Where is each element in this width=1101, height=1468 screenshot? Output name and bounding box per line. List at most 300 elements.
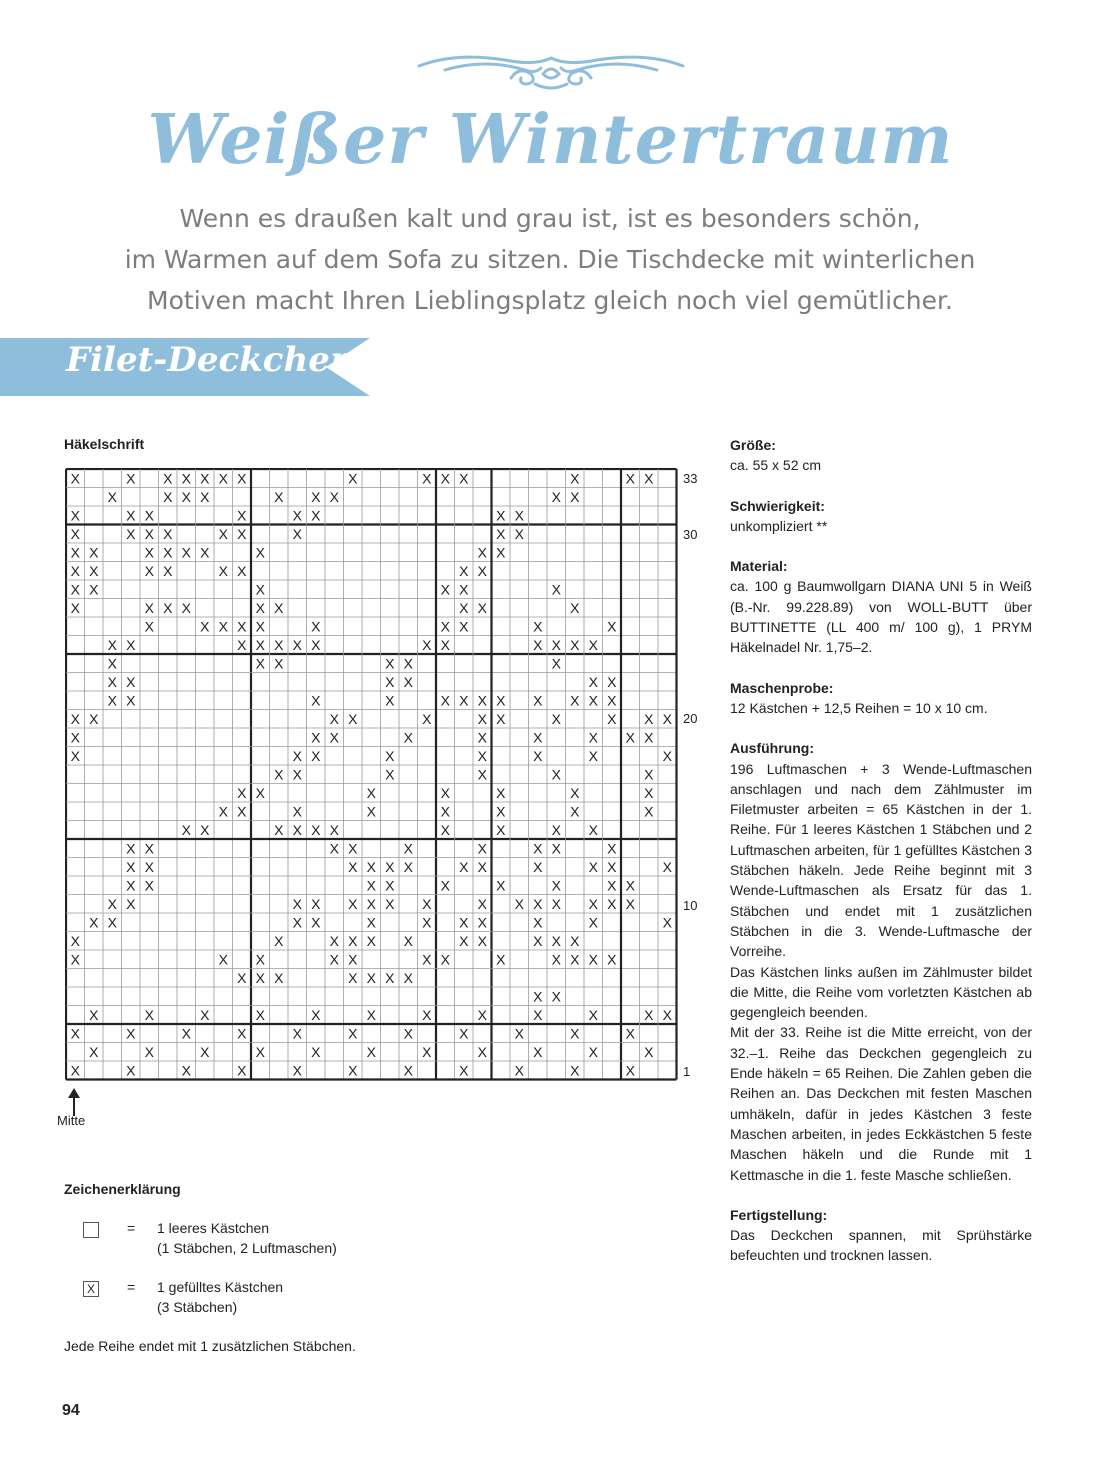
filled-cell-mark: X: [607, 895, 617, 912]
filled-cell-mark: X: [144, 618, 154, 635]
filled-cell-mark: X: [570, 951, 580, 968]
filled-cell-mark: X: [218, 618, 228, 635]
filled-cell-mark: X: [348, 969, 358, 986]
filled-cell-mark: X: [181, 488, 191, 505]
size-label: Größe:: [730, 437, 776, 453]
page-number: 94: [62, 1402, 80, 1419]
filled-cell-mark: X: [422, 470, 432, 487]
filled-cell-mark: X: [366, 932, 376, 949]
filled-cell-mark: X: [459, 1025, 469, 1042]
filled-cell-mark: X: [366, 858, 376, 875]
instructions-paragraph: Das Kästchen links außen im Zählmuster bildet die Mitte, die Reihe vom vorletzten Kästchen ab gegengleich beenden.: [730, 963, 1032, 1021]
filled-cell-mark: X: [181, 544, 191, 561]
filled-cell-mark: X: [662, 710, 672, 727]
filled-cell-mark: X: [422, 636, 432, 653]
filled-cell-mark: X: [385, 858, 395, 875]
difficulty-label: Schwierigkeit:: [730, 497, 825, 514]
filled-cell-mark: X: [477, 729, 487, 746]
filled-cell-mark: X: [625, 470, 635, 487]
legend-empty-box: [83, 1222, 99, 1238]
filled-cell-mark: X: [348, 951, 358, 968]
filled-cell-mark: X: [292, 1025, 302, 1042]
filled-cell-mark: X: [181, 470, 191, 487]
filled-cell-mark: X: [570, 1062, 580, 1079]
filled-cell-mark: X: [403, 858, 413, 875]
filled-cell-mark: X: [607, 710, 617, 727]
info-column: [730, 435, 1032, 1266]
filled-cell-mark: X: [551, 951, 561, 968]
filled-cell-mark: X: [570, 1025, 580, 1042]
filled-cell-mark: X: [588, 821, 598, 838]
filled-cell-mark: X: [403, 655, 413, 672]
row-number-30: 30: [683, 527, 698, 542]
intro-line: Motiven macht Ihren Lieblingsplatz gleich noch viel gemütlicher.: [147, 286, 953, 315]
filled-cell-mark: X: [570, 784, 580, 801]
filled-cell-mark: X: [440, 821, 450, 838]
filled-cell-mark: X: [144, 507, 154, 524]
legend-filled-box: X: [83, 1281, 99, 1297]
finishing-label: Fertigstellung:: [730, 1206, 828, 1223]
filled-cell-mark: X: [255, 951, 265, 968]
filled-cell-mark: X: [588, 951, 598, 968]
filled-cell-mark: X: [348, 895, 358, 912]
filled-cell-mark: X: [89, 562, 99, 579]
filled-cell-mark: X: [292, 914, 302, 931]
filled-cell-mark: X: [366, 803, 376, 820]
filled-cell-mark: X: [70, 507, 80, 524]
filled-cell-mark: X: [70, 710, 80, 727]
filled-cell-mark: X: [255, 544, 265, 561]
filled-cell-mark: X: [422, 914, 432, 931]
filled-cell-mark: X: [477, 544, 487, 561]
filled-cell-mark: X: [496, 821, 506, 838]
filled-cell-mark: X: [477, 914, 487, 931]
filled-cell-mark: X: [311, 636, 321, 653]
filled-cell-mark: X: [477, 747, 487, 764]
filled-cell-mark: X: [274, 766, 284, 783]
filled-cell-mark: X: [126, 1025, 136, 1042]
filled-cell-mark: X: [348, 470, 358, 487]
filled-cell-mark: X: [218, 562, 228, 579]
gauge-text: 12 Kästchen + 12,5 Reihen = 10 x 10 cm.: [730, 699, 988, 716]
filled-cell-mark: X: [459, 858, 469, 875]
legend-footnote: Jede Reihe endet mit 1 zusätzlichen Stäbchen.: [64, 1338, 356, 1354]
filled-cell-mark: X: [440, 581, 450, 598]
chart-heading: Häkelschrift: [64, 436, 145, 452]
filled-cell-mark: X: [440, 636, 450, 653]
filled-cell-mark: X: [329, 729, 339, 746]
filled-cell-mark: X: [422, 951, 432, 968]
filled-cell-mark: X: [311, 507, 321, 524]
filled-cell-mark: X: [625, 877, 635, 894]
filled-cell-mark: X: [570, 803, 580, 820]
filled-cell-mark: X: [255, 655, 265, 672]
filled-cell-mark: X: [292, 525, 302, 542]
filled-cell-mark: X: [348, 1025, 358, 1042]
filled-cell-mark: X: [403, 1025, 413, 1042]
filled-cell-mark: X: [107, 914, 117, 931]
filled-cell-mark: X: [292, 766, 302, 783]
legend-line: (3 Stäbchen): [157, 1299, 238, 1315]
filled-cell-mark: X: [126, 507, 136, 524]
filled-cell-mark: X: [440, 692, 450, 709]
filled-cell-mark: X: [311, 618, 321, 635]
filled-cell-mark: X: [348, 840, 358, 857]
filled-cell-mark: X: [126, 840, 136, 857]
filled-cell-mark: X: [163, 525, 173, 542]
filled-cell-mark: X: [403, 1062, 413, 1079]
filled-cell-mark: X: [607, 618, 617, 635]
filled-cell-mark: X: [496, 544, 506, 561]
filled-cell-mark: X: [403, 969, 413, 986]
filled-cell-mark: X: [255, 1006, 265, 1023]
filled-cell-mark: X: [126, 470, 136, 487]
gauge-label: Maschenprobe:: [730, 679, 834, 696]
filled-cell-mark: X: [274, 932, 284, 949]
filled-cell-mark: X: [625, 1062, 635, 1079]
filled-cell-mark: X: [126, 858, 136, 875]
filled-cell-mark: X: [70, 562, 80, 579]
filled-cell-mark: X: [385, 673, 395, 690]
filled-cell-mark: X: [329, 821, 339, 838]
filled-cell-mark: X: [644, 729, 654, 746]
filled-cell-mark: X: [570, 636, 580, 653]
filled-cell-mark: X: [70, 599, 80, 616]
filled-cell-mark: X: [533, 895, 543, 912]
filled-cell-mark: X: [607, 858, 617, 875]
legend-heading: Zeichenerklärung: [64, 1181, 181, 1197]
legend-line: 1 gefülltes Kästchen: [157, 1279, 284, 1295]
filled-cell-mark: X: [366, 1043, 376, 1060]
filled-cell-mark: X: [551, 840, 561, 857]
filled-cell-mark: X: [533, 1043, 543, 1060]
filled-cell-mark: X: [588, 1006, 598, 1023]
filled-cell-mark: X: [422, 895, 432, 912]
filled-cell-mark: X: [588, 1043, 598, 1060]
filled-cell-mark: X: [70, 932, 80, 949]
filled-cell-mark: X: [200, 1006, 210, 1023]
filled-cell-mark: X: [311, 747, 321, 764]
filled-cell-mark: X: [366, 877, 376, 894]
filled-cell-mark: X: [70, 1062, 80, 1079]
filled-cell-mark: X: [237, 618, 247, 635]
filled-cell-mark: X: [200, 488, 210, 505]
filled-cell-mark: X: [274, 655, 284, 672]
filled-cell-mark: X: [588, 914, 598, 931]
filled-cell-mark: X: [459, 599, 469, 616]
filled-cell-mark: X: [218, 525, 228, 542]
filled-cell-mark: X: [644, 470, 654, 487]
filled-cell-mark: X: [385, 895, 395, 912]
filled-cell-mark: X: [181, 1062, 191, 1079]
filled-cell-mark: X: [70, 544, 80, 561]
filled-cell-mark: X: [496, 525, 506, 542]
filled-cell-mark: X: [144, 1043, 154, 1060]
filled-cell-mark: X: [329, 951, 339, 968]
filled-cell-mark: X: [533, 932, 543, 949]
filled-cell-mark: X: [477, 1006, 487, 1023]
filled-cell-mark: X: [570, 470, 580, 487]
filled-cell-mark: X: [237, 562, 247, 579]
filled-cell-mark: X: [255, 618, 265, 635]
filled-cell-mark: X: [570, 599, 580, 616]
filled-cell-mark: X: [459, 1062, 469, 1079]
filled-cell-mark: X: [89, 710, 99, 727]
filled-cell-mark: X: [348, 932, 358, 949]
filled-cell-mark: X: [144, 544, 154, 561]
filled-cell-mark: X: [274, 488, 284, 505]
filled-cell-mark: X: [477, 858, 487, 875]
filled-cell-mark: X: [551, 655, 561, 672]
filled-cell-mark: X: [477, 692, 487, 709]
material-text: ca. 100 g Baumwollgarn DIANA UNI 5 in Weiß (B.-Nr. 99.228.89) von WOLL-BUTT über BUTTINETTE (LL 400 m/ 100 g), 1 PRYM Häkelnadel Nr. 1,75–2.: [730, 578, 1032, 656]
filled-cell-mark: X: [237, 803, 247, 820]
ornament-flourish: [415, 44, 687, 94]
filled-cell-mark: X: [237, 1062, 247, 1079]
filled-cell-mark: X: [440, 803, 450, 820]
filled-cell-mark: X: [144, 877, 154, 894]
filled-cell-mark: X: [385, 766, 395, 783]
filled-cell-mark: X: [385, 969, 395, 986]
filled-cell-mark: X: [477, 562, 487, 579]
filled-cell-mark: X: [237, 507, 247, 524]
filled-cell-mark: X: [662, 858, 672, 875]
filled-cell-mark: X: [570, 488, 580, 505]
filled-cell-mark: X: [403, 729, 413, 746]
filled-cell-mark: X: [126, 877, 136, 894]
filled-cell-mark: X: [385, 747, 395, 764]
filled-cell-mark: X: [89, 581, 99, 598]
filled-cell-mark: X: [200, 821, 210, 838]
filled-cell-mark: X: [255, 969, 265, 986]
filled-cell-mark: X: [551, 766, 561, 783]
filled-cell-mark: X: [625, 895, 635, 912]
center-label: Mitte: [57, 1113, 86, 1128]
filled-cell-mark: X: [70, 525, 80, 542]
filled-cell-mark: X: [477, 710, 487, 727]
filled-cell-mark: X: [496, 784, 506, 801]
filled-cell-mark: X: [477, 840, 487, 857]
filled-cell-mark: X: [644, 1043, 654, 1060]
filled-cell-mark: X: [292, 1062, 302, 1079]
filled-cell-mark: X: [107, 636, 117, 653]
filled-cell-mark: X: [551, 932, 561, 949]
filled-cell-mark: X: [292, 747, 302, 764]
filled-cell-mark: X: [126, 673, 136, 690]
filled-cell-mark: X: [126, 692, 136, 709]
filled-cell-mark: X: [126, 895, 136, 912]
filled-cell-mark: X: [126, 1062, 136, 1079]
filled-cell-mark: X: [588, 636, 598, 653]
filled-cell-mark: X: [533, 692, 543, 709]
row-number-10: 10: [683, 898, 698, 913]
filled-cell-mark: X: [329, 932, 339, 949]
filled-cell-mark: X: [607, 951, 617, 968]
filled-cell-mark: X: [200, 1043, 210, 1060]
instructions-paragraph: Mit der 33. Reihe ist die Mitte erreicht, von der 32.–1. Reihe das Deckchen gegengleich zu Ende häkeln = 65 Reihen. Die Zahlen geben die Reihen an. Das Deckchen mit festen Maschen umhäkeln, dafür in jedes Kästchen 3 feste Maschen arbeiten, in jedes Eckkästchen 5 feste Maschen häkeln und die Runde mit 1 Kettmasche in die 1. feste Masche schließen.: [730, 1024, 1032, 1183]
filled-cell-mark: X: [588, 895, 598, 912]
filled-cell-mark: X: [607, 877, 617, 894]
legend-item-filled: [157, 1277, 283, 1317]
filled-cell-mark: X: [514, 1025, 524, 1042]
filled-cell-mark: X: [459, 692, 469, 709]
filled-cell-mark: X: [237, 784, 247, 801]
filled-cell-mark: X: [607, 673, 617, 690]
filled-cell-mark: X: [403, 932, 413, 949]
filled-cell-mark: X: [366, 914, 376, 931]
size-value: ca. 55 x 52 cm: [730, 457, 822, 474]
instructions-paragraph: 196 Luftmaschen + 3 Wende-Luftmaschen anschlagen und nach dem Zählmuster im Filetmuster arbeiten = 65 Kästchen in der 1. Reihe. Für 1 leeres Kästchen 1 Stäbchen und 2 Luftmaschen arbeiten, für 1 gefülltes Kästchen 3 Stäbchen häkeln. Jede Reihe beginnt mit 3 Wende-Luftmaschen als Ersatz für das 1. Stäbchen und endet mit 1 zusätzlichen Stäbchen in die 3. Wende-Luftmasche der Vorreihe.: [730, 760, 1032, 960]
filled-cell-mark: X: [533, 747, 543, 764]
filled-cell-mark: X: [496, 951, 506, 968]
filled-cell-mark: X: [163, 544, 173, 561]
filled-cell-mark: X: [144, 599, 154, 616]
filled-cell-mark: X: [274, 599, 284, 616]
filled-cell-mark: X: [607, 840, 617, 857]
filled-cell-mark: X: [237, 470, 247, 487]
filled-cell-mark: X: [144, 562, 154, 579]
filled-cell-mark: X: [422, 1006, 432, 1023]
crochet-chart-grid: [65, 468, 679, 1082]
filled-cell-mark: X: [551, 988, 561, 1005]
filled-cell-mark: X: [533, 840, 543, 857]
page-title: Weißer Wintertraum: [147, 100, 954, 180]
filled-cell-mark: X: [588, 673, 598, 690]
intro-line: im Warmen auf dem Sofa zu sitzen. Die Tischdecke mit winterlichen: [124, 245, 976, 274]
filled-cell-mark: X: [274, 636, 284, 653]
filled-cell-mark: X: [126, 636, 136, 653]
filled-cell-mark: X: [459, 470, 469, 487]
filled-cell-mark: X: [514, 525, 524, 542]
filled-cell-mark: X: [366, 895, 376, 912]
filled-cell-mark: X: [311, 1043, 321, 1060]
filled-cell-mark: X: [551, 581, 561, 598]
difficulty-value: unkompliziert **: [730, 517, 828, 534]
filled-cell-mark: X: [514, 507, 524, 524]
filled-cell-mark: X: [200, 544, 210, 561]
filled-cell-mark: X: [200, 618, 210, 635]
filled-cell-mark: X: [311, 1006, 321, 1023]
filled-cell-mark: X: [311, 914, 321, 931]
filled-cell-mark: X: [237, 525, 247, 542]
filled-cell-mark: X: [533, 1006, 543, 1023]
filled-cell-mark: X: [551, 636, 561, 653]
filled-cell-mark: X: [163, 470, 173, 487]
crochet-chart: [65, 468, 679, 1087]
filled-cell-mark: X: [292, 821, 302, 838]
legend-line: 1 leeres Kästchen: [157, 1220, 270, 1236]
filled-cell-mark: X: [403, 673, 413, 690]
filled-cell-mark: X: [107, 692, 117, 709]
filled-cell-mark: X: [662, 747, 672, 764]
filled-cell-mark: X: [144, 840, 154, 857]
filled-cell-mark: X: [385, 692, 395, 709]
filled-cell-mark: X: [311, 821, 321, 838]
filled-cell-mark: X: [514, 895, 524, 912]
filled-cell-mark: X: [551, 488, 561, 505]
intro-text: [60, 198, 1040, 321]
filled-cell-mark: X: [644, 1006, 654, 1023]
filled-cell-mark: X: [496, 692, 506, 709]
filled-cell-mark: X: [644, 766, 654, 783]
filled-cell-mark: X: [89, 914, 99, 931]
filled-cell-mark: X: [70, 729, 80, 746]
filled-cell-mark: X: [70, 1025, 80, 1042]
row-number-1: 1: [683, 1064, 691, 1079]
filled-cell-mark: X: [255, 581, 265, 598]
legend-equals: =: [127, 1220, 136, 1236]
filled-cell-mark: X: [533, 858, 543, 875]
filled-cell-mark: X: [126, 525, 136, 542]
filled-cell-mark: X: [274, 969, 284, 986]
filled-cell-mark: X: [607, 692, 617, 709]
material-label: Material:: [730, 558, 788, 575]
filled-cell-mark: X: [644, 803, 654, 820]
filled-cell-mark: X: [366, 784, 376, 801]
filled-cell-mark: X: [70, 747, 80, 764]
filled-cell-mark: X: [514, 1062, 524, 1079]
filled-cell-mark: X: [588, 692, 598, 709]
filled-cell-mark: X: [403, 840, 413, 857]
filled-cell-mark: X: [625, 1025, 635, 1042]
filled-cell-mark: X: [255, 599, 265, 616]
filled-cell-mark: X: [459, 932, 469, 949]
filled-cell-mark: X: [644, 784, 654, 801]
filled-cell-mark: X: [200, 470, 210, 487]
filled-cell-mark: X: [477, 932, 487, 949]
filled-cell-mark: X: [144, 525, 154, 542]
filled-cell-mark: X: [163, 599, 173, 616]
filled-cell-mark: X: [107, 488, 117, 505]
filled-cell-mark: X: [107, 895, 117, 912]
filled-cell-mark: X: [292, 507, 302, 524]
filled-cell-mark: X: [477, 599, 487, 616]
filled-cell-mark: X: [551, 710, 561, 727]
filled-cell-mark: X: [163, 488, 173, 505]
filled-cell-mark: X: [644, 710, 654, 727]
filled-cell-mark: X: [551, 821, 561, 838]
filled-cell-mark: X: [237, 1025, 247, 1042]
filled-cell-mark: X: [385, 877, 395, 894]
filled-cell-mark: X: [107, 655, 117, 672]
filled-cell-mark: X: [70, 581, 80, 598]
filled-cell-mark: X: [533, 618, 543, 635]
row-number-20: 20: [683, 711, 698, 726]
filled-cell-mark: X: [237, 969, 247, 986]
filled-cell-mark: X: [163, 562, 173, 579]
filled-cell-mark: X: [459, 562, 469, 579]
filled-cell-mark: X: [459, 581, 469, 598]
filled-cell-mark: X: [422, 1043, 432, 1060]
filled-cell-mark: X: [588, 729, 598, 746]
filled-cell-mark: X: [496, 710, 506, 727]
filled-cell-mark: X: [477, 766, 487, 783]
filled-cell-mark: X: [440, 470, 450, 487]
filled-cell-mark: X: [662, 914, 672, 931]
filled-cell-mark: X: [366, 1006, 376, 1023]
filled-cell-mark: X: [218, 470, 228, 487]
instructions-label: Ausführung:: [730, 740, 814, 757]
filled-cell-mark: X: [107, 673, 117, 690]
filled-cell-mark: X: [329, 488, 339, 505]
filled-cell-mark: X: [422, 710, 432, 727]
filled-cell-mark: X: [459, 914, 469, 931]
filled-cell-mark: X: [292, 636, 302, 653]
intro-line: Wenn es draußen kalt und grau ist, ist es besonders schön,: [179, 204, 921, 233]
filled-cell-mark: X: [311, 488, 321, 505]
filled-cell-mark: X: [551, 895, 561, 912]
filled-cell-mark: X: [144, 858, 154, 875]
